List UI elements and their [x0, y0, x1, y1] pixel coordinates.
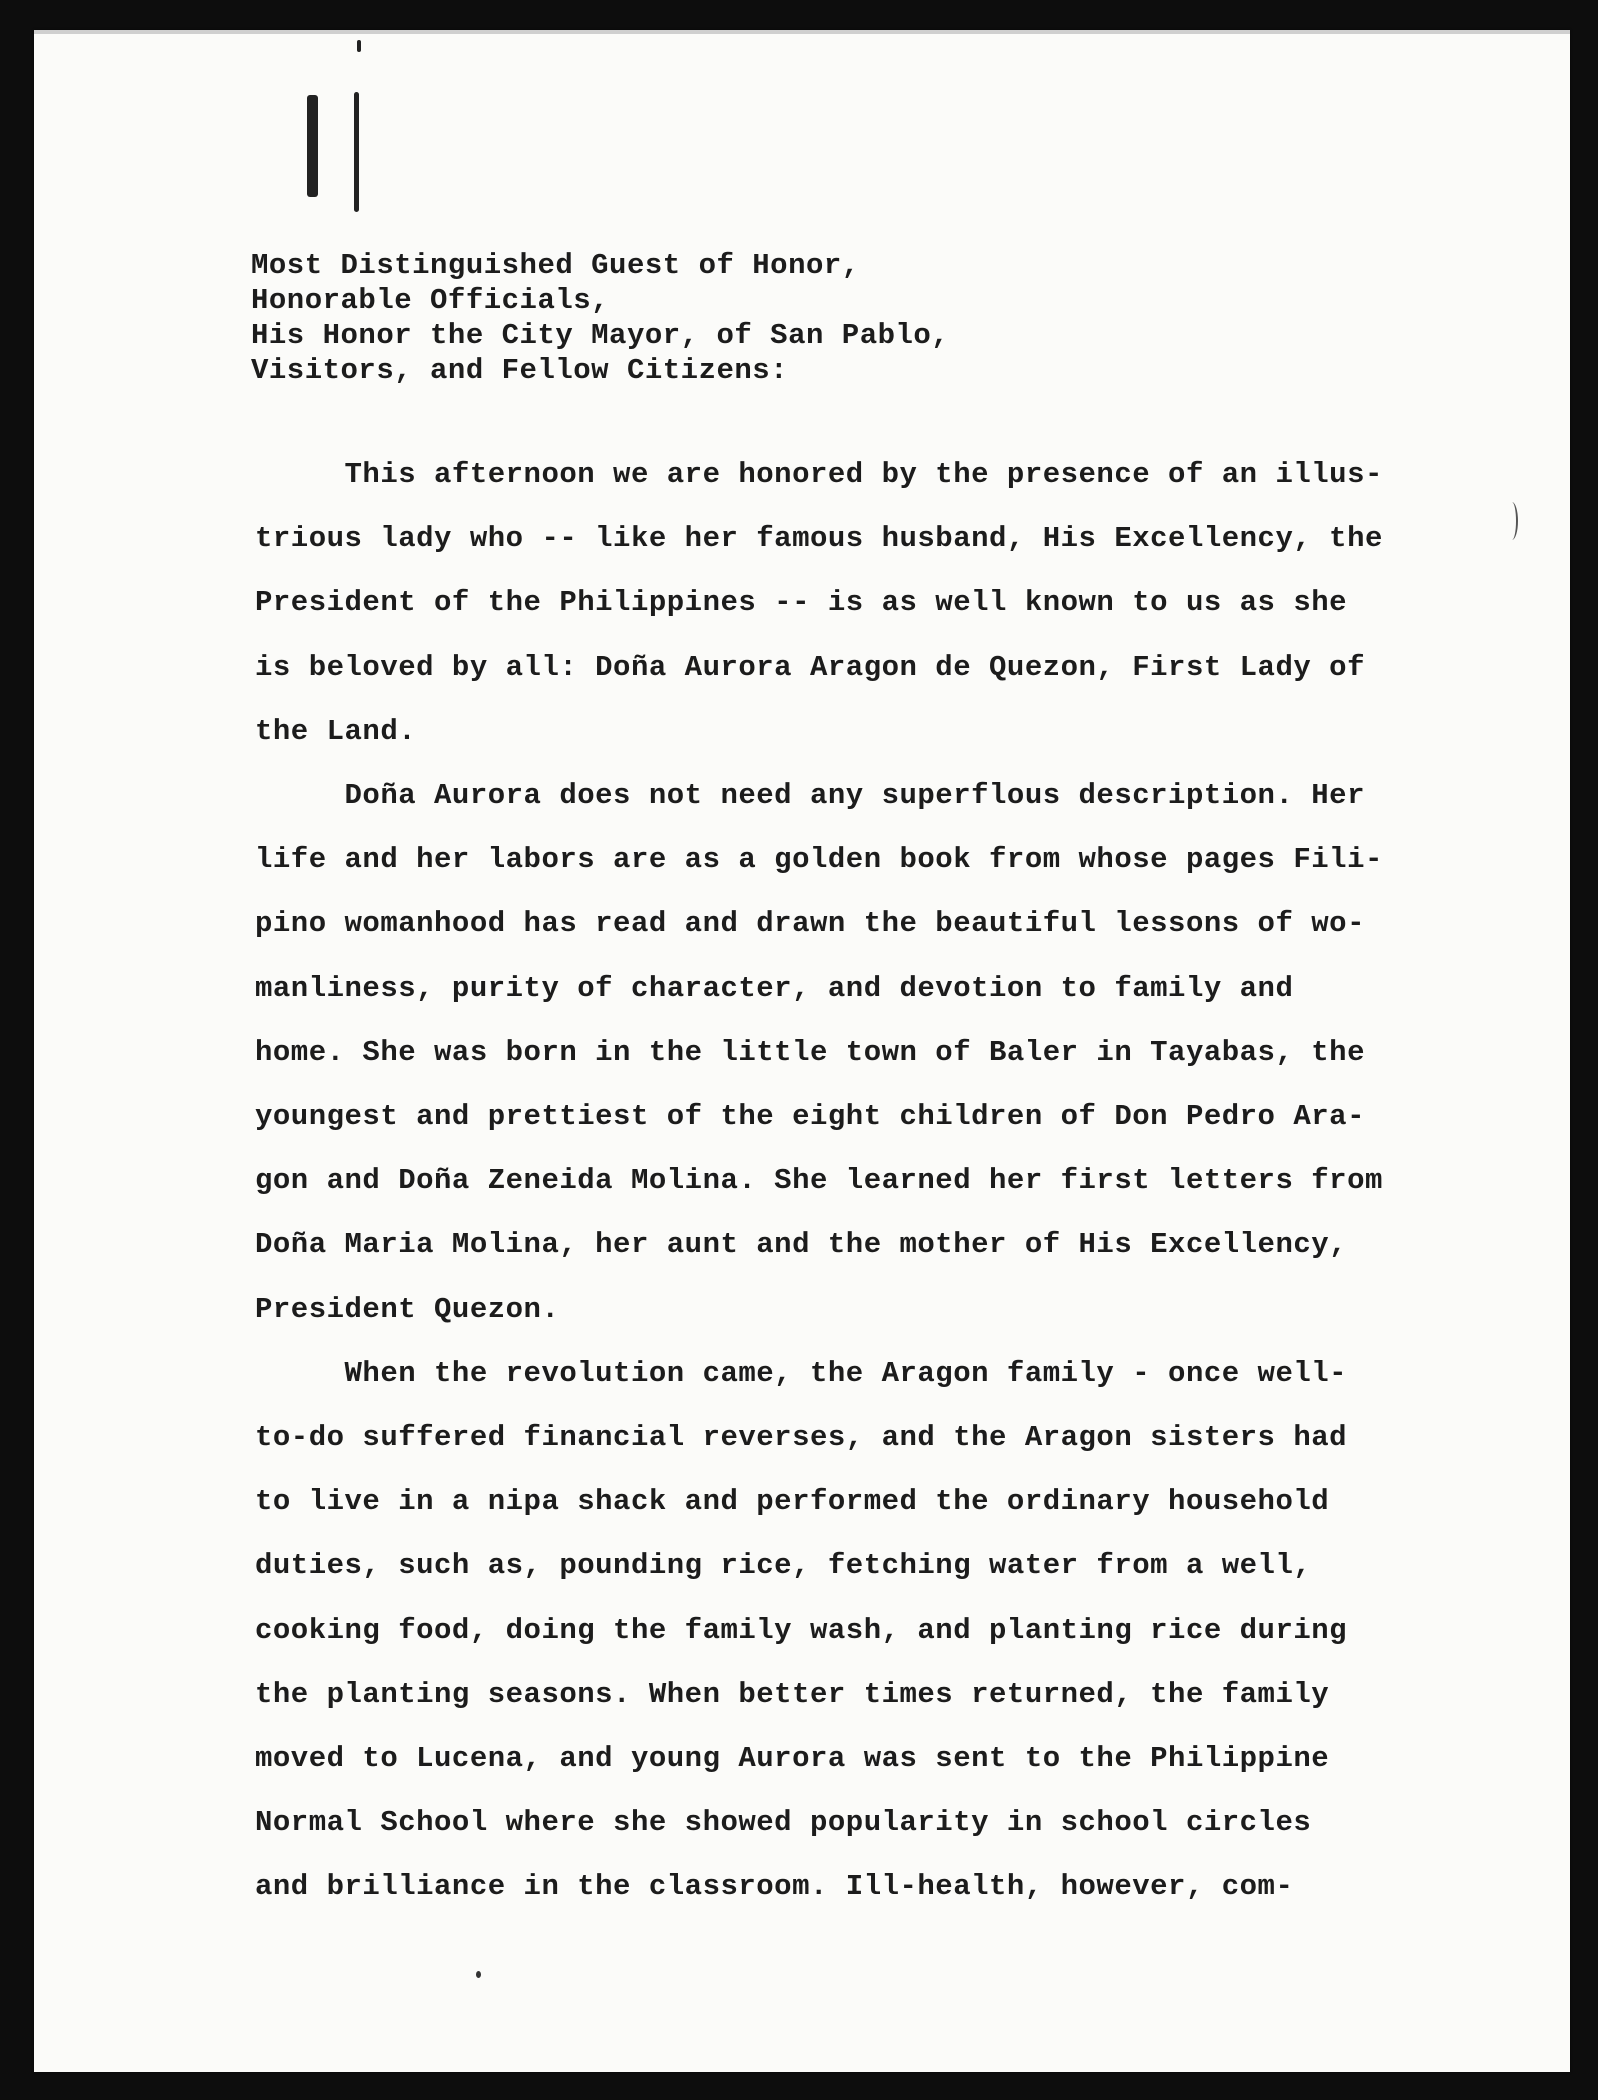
salutation-line-4: Visitors, and Fellow Citizens:: [251, 354, 789, 387]
body-line-9: manliness, purity of character, and devotion to family and: [255, 971, 1294, 1005]
body-line-19: cooking food, doing the family wash, and planting rice during: [255, 1613, 1348, 1647]
body-line-12: gon and Doña Zeneida Molina. She learned her first letters from: [255, 1164, 1383, 1198]
binding-mark-top: [357, 40, 361, 52]
salutation-line-1: Most Distinguished Guest of Honor,: [251, 249, 860, 282]
body-line-3: President of the Philippines -- is as well known to us as she: [255, 586, 1348, 620]
binding-mark-right: [354, 92, 359, 212]
body-line-14: President Quezon.: [255, 1292, 560, 1326]
body-line-20: the planting seasons. When better times returned, the family: [255, 1677, 1330, 1711]
page-dot-mark: [476, 1971, 481, 1978]
body-line-16: to-do suffered financial reverses, and the Aragon sisters had: [255, 1421, 1348, 1455]
body-line-15: When the revolution came, the Aragon family - once well-: [255, 1356, 1348, 1390]
body-line-4: is beloved by all: Doña Aurora Aragon de Quezon, First Lady of: [255, 650, 1365, 684]
binding-mark-left: [307, 95, 318, 197]
body-line-18: duties, such as, pounding rice, fetching water from a well,: [255, 1549, 1312, 1583]
body-line-8: pino womanhood has read and drawn the beautiful lessons of wo-: [255, 907, 1365, 941]
body-line-11: youngest and prettiest of the eight children of Don Pedro Ara-: [255, 1100, 1365, 1134]
body-line-23: and brilliance in the classroom. Ill-health, however, com-: [255, 1870, 1294, 1904]
body-line-10: home. She was born in the little town of Baler in Tayabas, the: [255, 1035, 1365, 1069]
salutation-line-2: Honorable Officials,: [251, 284, 610, 317]
body-line-13: Doña Maria Molina, her aunt and the mother of His Excellency,: [255, 1228, 1348, 1262]
body-line-22: Normal School where she showed popularity in school circles: [255, 1806, 1312, 1840]
body-line-5: the Land.: [255, 714, 417, 748]
margin-bracket-mark: [1506, 502, 1518, 540]
body-line-17: to live in a nipa shack and performed the ordinary household: [255, 1485, 1330, 1519]
body-line-21: moved to Lucena, and young Aurora was sent to the Philippine: [255, 1742, 1330, 1776]
body-line-7: life and her labors are as a golden book from whose pages Fili-: [255, 843, 1383, 877]
body-line-2: trious lady who -- like her famous husband, His Excellency, the: [255, 522, 1383, 556]
salutation-block: [251, 248, 949, 388]
speech-body: [255, 443, 1383, 1920]
page-top-edge: [34, 30, 1570, 34]
salutation-line-3: His Honor the City Mayor, of San Pablo,: [251, 319, 950, 352]
body-line-6: Doña Aurora does not need any superflous description. Her: [255, 779, 1365, 813]
body-line-1: This afternoon we are honored by the presence of an illus-: [255, 458, 1383, 491]
